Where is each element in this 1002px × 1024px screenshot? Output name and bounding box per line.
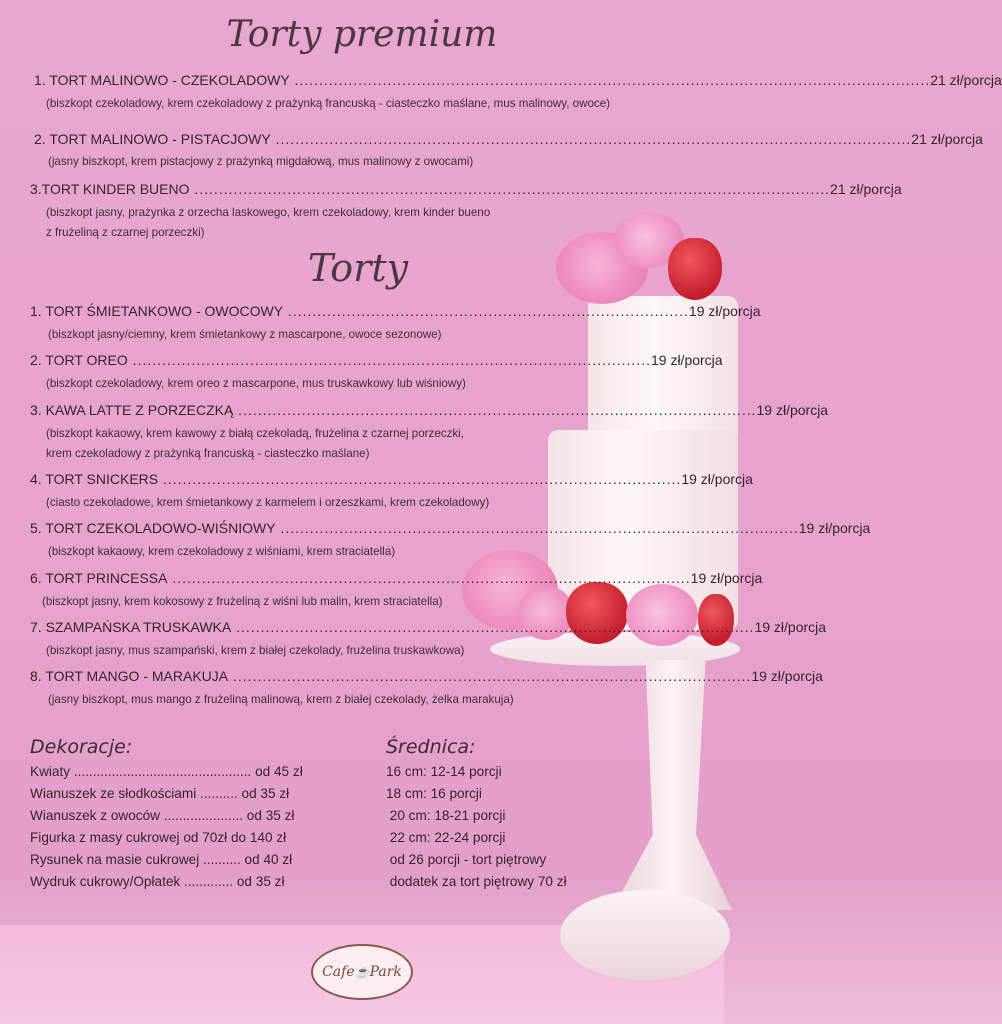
cake-stand-base xyxy=(560,890,730,980)
menu-item: 5. TORT CZEKOLADOWO-WIŚNIOWY .......................................................................................................... 19 zł/porcja xyxy=(30,520,871,536)
menu-item: 2. TORT OREO .......................................................................................................... 19 zł/porcja xyxy=(30,352,723,368)
item-price: 19 zł/porcja xyxy=(690,570,763,586)
coffee-cup-icon: ☕ xyxy=(354,965,370,979)
item-description: (jasny biszkopt, mus mango z frużeliną malinową, krem z białej czekolady, żelka marakuja) xyxy=(48,693,514,706)
diameter-row: 20 cm: 18-21 porcji xyxy=(386,808,506,823)
item-description: (biszkopt jasny, mus szampański, krem z białej czekolady, frużelina truskawkowa) xyxy=(46,644,465,657)
menu-item: 1. TORT ŚMIETANKOWO - OWOCOWY .................................................................................. 19 zł/porcja xyxy=(30,303,761,319)
item-name: 6. TORT PRINCESSA xyxy=(30,570,168,586)
rose-icon xyxy=(626,584,698,646)
item-name: 2. TORT OREO xyxy=(30,352,128,368)
cafe-park-logo xyxy=(311,944,413,1000)
item-price: 19 zł/porcja xyxy=(751,668,823,684)
item-name: 5. TORT CZEKOLADOWO-WIŚNIOWY xyxy=(30,520,276,536)
item-price: 19 zł/porcja xyxy=(688,303,761,319)
menu-item: 1. TORT MALINOWO - CZEKOLADOWY .................................................................................................................................. 21 zł/porcja xyxy=(34,72,1002,88)
item-description: (biszkopt kakaowy, krem kawowy z białą czekoladą, frużelina z czarnej porzeczki, xyxy=(46,427,464,440)
cake-stand-stem xyxy=(612,660,732,910)
menu-item: 7. SZAMPAŃSKA TRUSKAWKA .......................................................................................................... 19 zł/porcja xyxy=(30,619,827,635)
item-description: (ciasto czekoladowe, krem śmietankowy z karmelem i orzeszkami, krem czekoladowy) xyxy=(46,496,490,509)
menu-item: 4. TORT SNICKERS .......................................................................................................... 19 zł/porcja xyxy=(30,471,753,487)
logo-text-right: Park xyxy=(369,964,402,980)
item-name: 1. TORT ŚMIETANKOWO - OWOCOWY xyxy=(30,303,284,319)
item-description: (biszkopt kakaowy, krem czekoladowy z wiśniami, krem straciatella) xyxy=(48,545,396,558)
decoration-row: Wianuszek z owoców ..................... od 35 zł xyxy=(30,808,295,823)
item-name: 3.TORT KINDER BUENO xyxy=(30,181,190,197)
item-price: 19 zł/porcja xyxy=(681,471,753,487)
item-description: (biszkopt czekoladowy, krem czekoladowy z prażynką francuską - ciasteczko maślane, mus malinowy, owoce) xyxy=(46,97,611,110)
decorations-title: Dekoracje: xyxy=(30,736,133,758)
item-price: 19 zł/porcja xyxy=(756,402,829,418)
item-description: (jasny biszkopt, krem pistacjowy z prażynką migdałową, mus malinowy z owocami) xyxy=(48,155,474,168)
premium-section-title: Torty premium xyxy=(226,14,498,55)
menu-item: 3. KAWA LATTE Z PORZECZKĄ .......................................................................................................... 19 zł/porcja xyxy=(30,402,829,418)
decoration-row: Rysunek na masie cukrowej .......... od 40 zł xyxy=(30,852,293,867)
item-name: 7. SZAMPAŃSKA TRUSKAWKA xyxy=(30,619,232,635)
item-price: 19 zł/porcja xyxy=(798,520,871,536)
item-price: 21 zł/porcja xyxy=(930,72,1002,88)
item-description: (biszkopt czekoladowy, krem oreo z mascarpone, mus truskawkowy lub wiśniowy) xyxy=(46,377,466,390)
menu-item: 2. TORT MALINOWO - PISTACJOWY .................................................................................................................................. 21 zł/porcja xyxy=(34,131,983,147)
diameter-row: dodatek za tort piętrowy 70 zł xyxy=(386,874,567,889)
diameter-title: Średnica: xyxy=(386,736,476,758)
item-price: 21 zł/porcja xyxy=(830,181,902,197)
item-description: (biszkopt jasny, krem kokosowy z frużeliną z wiśni lub malin, krem straciatella) xyxy=(42,595,443,608)
item-price: 19 zł/porcja xyxy=(650,352,723,368)
logo-text-left: Cafe xyxy=(322,964,355,980)
menu-item: 8. TORT MANGO - MARAKUJA .......................................................................................................... 19 zł/porcja xyxy=(30,668,823,684)
item-description: z frużeliną z czarnej porzeczki) xyxy=(46,226,205,239)
item-description: (biszkopt jasny/ciemny, krem śmietankowy z mascarpone, owoce sezonowe) xyxy=(48,328,442,341)
menu-item: 6. TORT PRINCESSA .......................................................................................................... 19 zł/porcja xyxy=(30,570,763,586)
item-description: (biszkopt jasny, prażynka z orzecha laskowego, krem czekoladowy, krem kinder bueno xyxy=(46,206,491,219)
diameter-row: 22 cm: 22-24 porcji xyxy=(386,830,506,845)
diameter-row: od 26 porcji - tort piętrowy xyxy=(386,852,547,867)
item-name: 3. KAWA LATTE Z PORZECZKĄ xyxy=(30,402,234,418)
classic-section-title: Torty xyxy=(307,246,409,290)
item-name: 4. TORT SNICKERS xyxy=(30,471,159,487)
item-description: krem czekoladowy z prażynką francuską - ciasteczko maślane) xyxy=(46,447,370,460)
decoration-row: Kwiaty ............................................... od 45 zł xyxy=(30,764,303,779)
item-price: 21 zł/porcja xyxy=(911,131,983,147)
item-name: 8. TORT MANGO - MARAKUJA xyxy=(30,668,229,684)
decoration-row: Wianuszek ze słodkościami .......... od 35 zł xyxy=(30,786,290,801)
item-price: 19 zł/porcja xyxy=(754,619,827,635)
diameter-row: 16 cm: 12-14 porcji xyxy=(386,764,502,779)
diameter-row: 18 cm: 16 porcji xyxy=(386,786,482,801)
decoration-row: Figurka z masy cukrowej od 70zł do 140 zł xyxy=(30,830,287,845)
item-name: 2. TORT MALINOWO - PISTACJOWY xyxy=(34,131,271,147)
item-name: 1. TORT MALINOWO - CZEKOLADOWY xyxy=(34,72,290,88)
decoration-row: Wydruk cukrowy/Opłatek ............. od 35 zł xyxy=(30,874,285,889)
menu-item: 3.TORT KINDER BUENO .................................................................................................................................. 21 zł/porcja xyxy=(30,181,902,197)
